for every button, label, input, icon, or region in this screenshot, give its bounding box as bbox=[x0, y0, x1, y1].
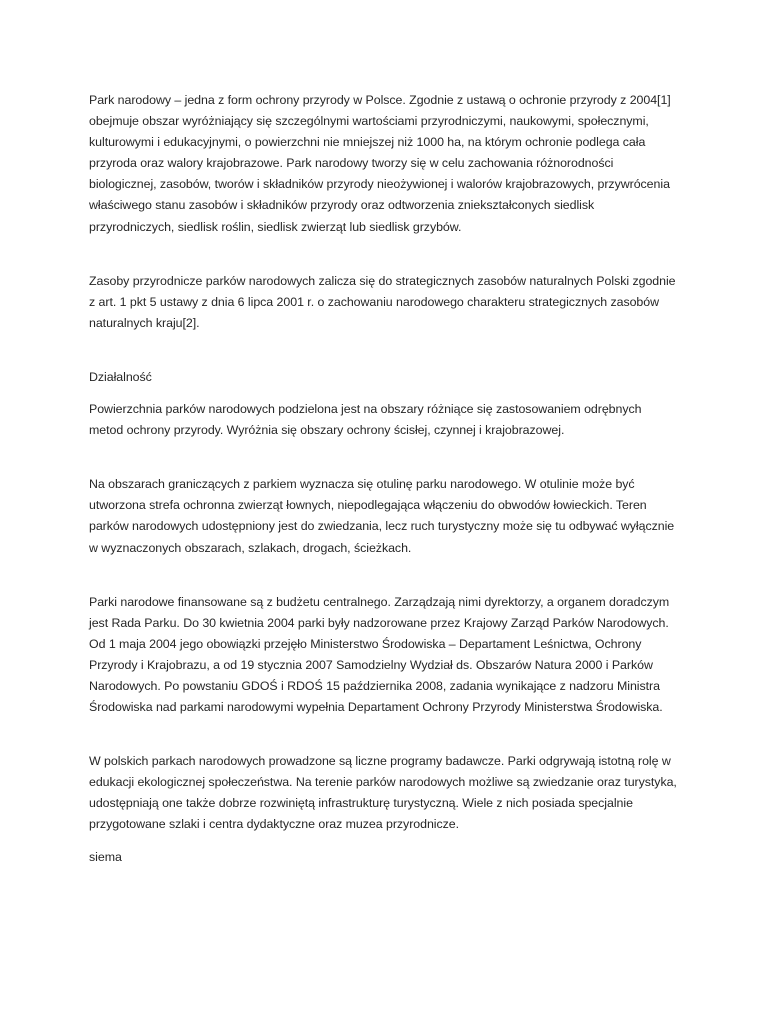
paragraph-park-definition: Park narodowy – jedna z form ochrony przyrody w Polsce. Zgodnie z ustawą o ochronie przyrody z 2004[1] obejmuje obszar wyróżniający się szczególnymi wartościami przyrodniczymi, naukowymi, społecznymi, kulturowymi i edukacyjnymi, o powierzchni nie mniejszej niż 1000 ha, na którym ochronie podlega cała przyroda oraz walory krajobrazowe. Park narodowy tworzy się w celu zachowania różnorodności biologicznej, zasobów, tworów i składników przyrody nieożywionej i walorów krajobrazowych, przywrócenia właściwego stanu zasobów i składników przyrody oraz odtworzenia zniekształconych siedlisk przyrodniczych, siedlisk roślin, siedlisk zwierząt lub siedlisk grzybów. bbox=[89, 93, 671, 234]
paragraph-closing-note: siema bbox=[89, 849, 122, 864]
section-heading-activity: Działalność bbox=[89, 369, 152, 384]
paragraph-research-education: W polskich parkach narodowych prowadzone są liczne programy badawcze. Parki odgrywają istotną rolę w edukacji ekologicznej społeczeństwa. Na terenie parków narodowych możliwe są zwiedzanie oraz turystyka, udostępniają one także dobrze rozwiniętą infrastrukturę turystyczną. Wiele z nich posiada specjalnie przygotowane szlaki i centra dydaktyczne oraz muzea przyrodnicze. bbox=[89, 754, 677, 832]
paragraph-protection-areas: Powierzchnia parków narodowych podzielona jest na obszary różniące się zastosowaniem odrębnych metod ochrony przyrody. Wyróżnia się obszary ochrony ścisłej, czynnej i krajobrazowej. bbox=[89, 402, 642, 438]
paragraph-buffer-zone: Na obszarach graniczących z parkiem wyznacza się otulinę parku narodowego. W otulinie może być utworzona strefa ochronna zwierząt łownych, niepodlegająca włączeniu do obwodów łowieckich. Teren parków narodowych udostępniony jest do zwiedzania, lecz ruch turystyczny może się tu odbywać wyłącznie w wyznaczonych obszarach, szlakach, drogach, ścieżkach. bbox=[89, 477, 675, 555]
paragraph-financing: Parki narodowe finansowane są z budżetu centralnego. Zarządzają nimi dyrektorzy, a organem doradczym jest Rada Parku. Do 30 kwietnia 2004 parki były nadzorowane przez Krajowy Zarząd Parków Narodowych. Od 1 maja 2004 jego obowiązki przejęło Ministerstwo Środowiska – Departament Leśnictwa, Ochrony Przyrody i Krajobrazu, a od 19 stycznia 2007 Samodzielny Wydział ds. Obszarów Natura 2000 i Parków Narodowych. Po powstaniu GDOŚ i RDOŚ 15 października 2008, zadania wynikające z nadzoru Ministra Środowiska nad parkami narodowymi wypełnia Departament Ochrony Przyrody Ministerstwa Środowiska. bbox=[89, 594, 670, 715]
document-body bbox=[89, 90, 679, 868]
paragraph-strategic-resources: Zasoby przyrodnicze parków narodowych zalicza się do strategicznych zasobów naturalnych Polski zgodnie z art. 1 pkt 5 ustawy z dnia 6 lipca 2001 r. o zachowaniu narodowego charakteru strategicznych zasobów naturalnych kraju[2]. bbox=[89, 273, 676, 330]
